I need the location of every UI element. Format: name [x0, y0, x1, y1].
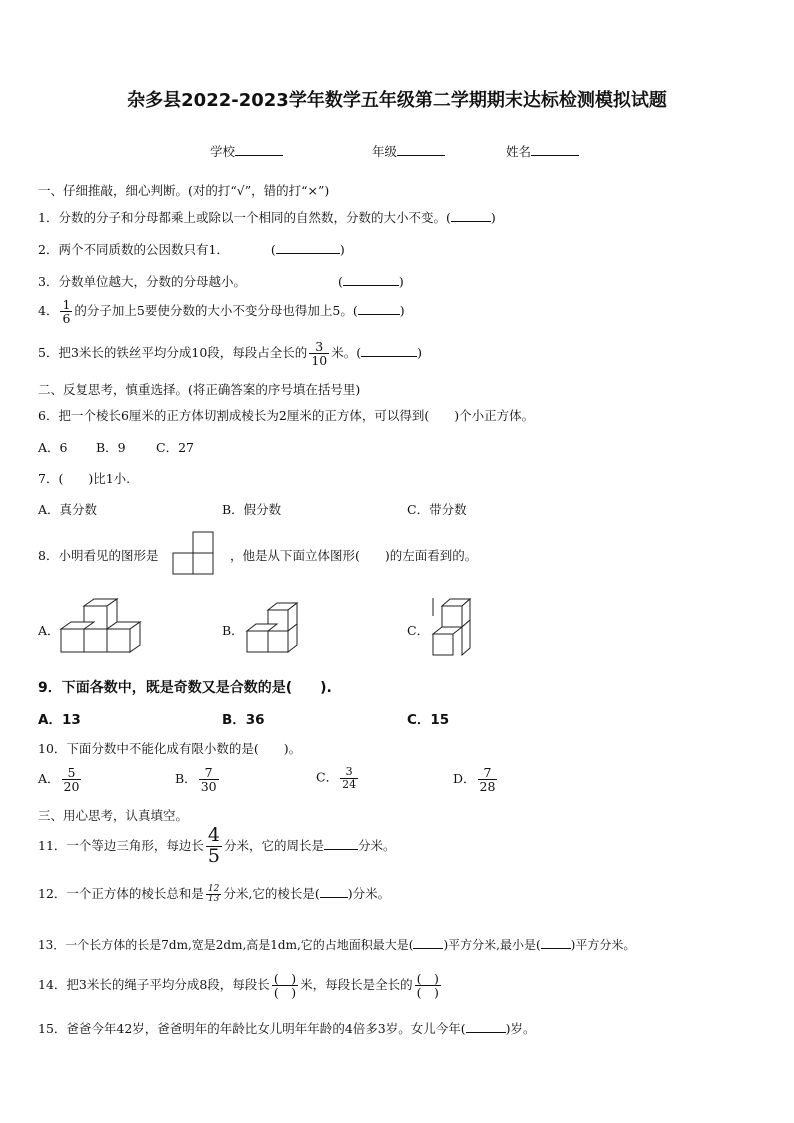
question-12: 12．一个正方体的棱长总和是 $\frac{12}{13}$ 分米,它的棱长是( )分米。 [38, 883, 391, 904]
q7-option-c[interactable]: C．带分数 [407, 502, 467, 517]
q10-option-b[interactable]: B． $\frac{7}{30}$ [175, 765, 217, 795]
answer-blank[interactable] [361, 356, 417, 357]
section-1-heading: 一、仔细推敲，细心判断。(对的打“√”，错的打“×”) [38, 183, 330, 198]
fraction: $\frac{4}{5}$ [207, 824, 221, 867]
section-2-heading: 二、反复思考，慎重选择。(将正确答案的序号填在括号里) [38, 382, 361, 397]
fraction: $\frac{7}{28}$ [479, 765, 496, 795]
q8-option-b-figure [244, 600, 300, 658]
q8-option-a[interactable]: A． [38, 623, 60, 638]
q9-option-c[interactable]: C．15 [407, 712, 450, 728]
q8-option-c-figure [430, 596, 474, 660]
question-4: 4． $\frac{1}{6}$ 的分子加上5要使分数的大小不变分母也得加上5。( ) [38, 297, 405, 327]
question-13: 13．一个长方体的长是7dm,宽是2dm,高是1dm,它的占地面积最大是( )平方分米,最小是( )平方分米。 [38, 938, 636, 952]
fraction: $\frac{12}{13}$ [207, 883, 220, 904]
fraction-blank[interactable]: $\frac{( )}{( )}$ [416, 971, 439, 1001]
answer-blank[interactable] [320, 897, 348, 898]
q9-option-a[interactable]: A．13 [38, 712, 81, 728]
q8-option-a-figure [58, 596, 142, 656]
answer-blank[interactable] [541, 948, 571, 949]
question-8-lead: 8．小明看见的图形是 [38, 548, 159, 563]
answer-blank[interactable] [451, 221, 491, 222]
answer-blank[interactable] [276, 253, 340, 254]
q6-option-c[interactable]: C．27 [156, 440, 194, 455]
question-15: 15．爸爸今年42岁，爸爸明年的年龄比女儿明年年龄的4倍多3岁。女儿今年( )岁。 [38, 1021, 536, 1036]
school-label: 学校 [210, 144, 236, 159]
answer-blank[interactable] [466, 1032, 506, 1033]
grade-label: 年级 [372, 144, 398, 159]
answer-blank[interactable] [343, 285, 399, 286]
q10-option-d[interactable]: D． $\frac{7}{28}$ [453, 765, 496, 795]
fraction: $\frac{7}{30}$ [200, 765, 217, 795]
q6-option-a[interactable]: A．6 [38, 440, 68, 455]
fraction: $\frac{5}{20}$ [63, 765, 80, 795]
q8-view-figure [171, 530, 215, 578]
school-field[interactable] [210, 142, 283, 160]
question-8-tail: ，他是从下面立体图形( )的左面看到的。 [230, 548, 478, 563]
q9-option-b[interactable]: B．36 [222, 712, 265, 728]
answer-blank[interactable] [358, 314, 400, 315]
q8-option-c[interactable]: C． [407, 623, 430, 638]
answer-blank[interactable] [324, 849, 358, 850]
name-label: 姓名 [506, 144, 532, 159]
grade-field[interactable] [372, 142, 445, 160]
question-2: 2．两个不同质数的公因数只有1． ( ) [38, 242, 345, 257]
q7-option-b[interactable]: B．假分数 [222, 502, 282, 517]
question-1: 1．分数的分子和分母都乘上或除以一个相同的自然数，分数的大小不变。( ) [38, 210, 496, 225]
page-title: 杂多县2022-2023学年数学五年级第二学期期末达标检测模拟试题 [127, 90, 667, 111]
q7-option-a[interactable]: A．真分数 [38, 502, 98, 517]
fraction: $\frac{1}{6}$ [62, 297, 71, 327]
fraction: $\frac{3}{10}$ [311, 339, 328, 369]
answer-blank[interactable] [413, 948, 443, 949]
question-9: 9．下面各数中，既是奇数又是合数的是( ). [38, 680, 332, 696]
name-field[interactable] [506, 142, 579, 160]
q6-option-b[interactable]: B．9 [96, 440, 126, 455]
question-3: 3．分数单位越大，分数的分母越小。 ( ) [38, 274, 404, 289]
fraction: $\frac{3}{24}$ [342, 765, 357, 791]
fraction-blank[interactable]: $\frac{( )}{( )}$ [273, 971, 297, 1001]
q10-option-a[interactable]: A． $\frac{5}{20}$ [38, 765, 80, 795]
question-10: 10．下面分数中不能化成有限小数的是( )。 [38, 741, 302, 756]
question-7: 7．( )比1小. [38, 471, 131, 486]
question-5: 5．把3米长的铁丝平均分成10段，每段占全长的 $\frac{3}{10}$ 米。( ) [38, 339, 422, 369]
question-6: 6．把一个棱长6厘米的正方体切割成棱长为2厘米的正方体，可以得到( )个小正方体。 [38, 408, 535, 423]
question-14: 14．把3米长的绳子平均分成8段，每段长 $\frac{( )}{( )}$ 米，每段长是全长的 $\frac{( )}{( )}$ [38, 971, 439, 1001]
q8-option-b[interactable]: B． [222, 623, 244, 638]
q10-option-c[interactable]: C． $\frac{3}{24}$ [316, 765, 357, 791]
question-11: 11．一个等边三角形，每边长 $\frac{4}{5}$ 分米，它的周长是 分米。 [38, 824, 396, 867]
section-3-heading: 三、用心思考，认真填空。 [38, 808, 189, 823]
